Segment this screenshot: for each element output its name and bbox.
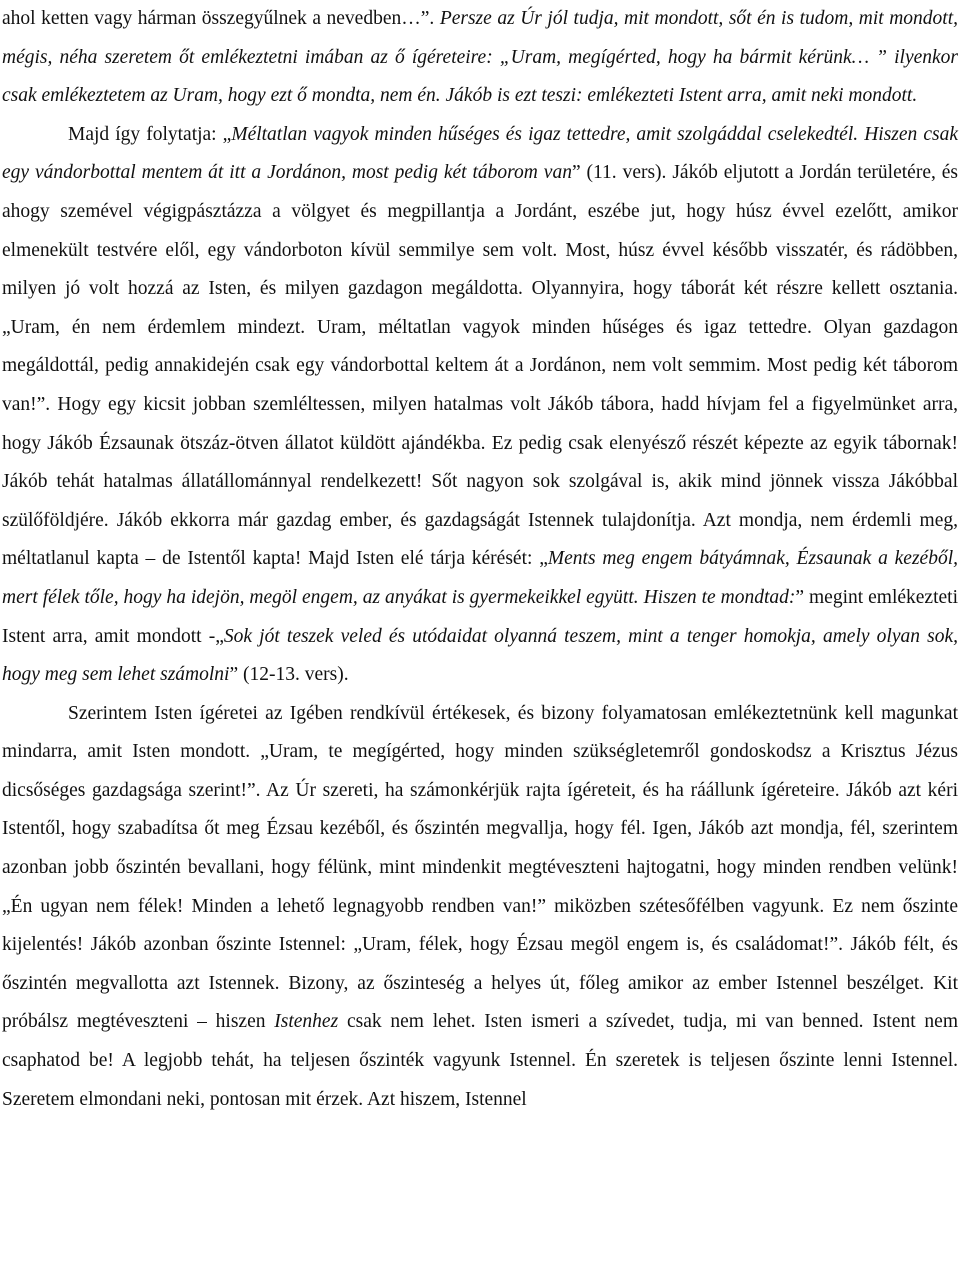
text-segment: Majd így folytatja: „	[68, 123, 232, 145]
italic-text-segment: Persze az Úr jól tudja, mit mondott, sőt én is tudom, mit mondott, mégis, néha szeretem őt emlékeztetni imában az ő ígéreteire: „Uram, megígérted, hogy ha bármit kérünk… ” ilyenkor csak emlékeztetem az Uram, hogy ezt ő mondta, nem én. Jákób is ezt teszi: emlékezteti Istent arra, amit neki mondott.	[2, 8, 958, 107]
paragraph-2	[2, 116, 958, 695]
text-segment: csak nem lehet. Isten ismeri a szívedet, tudja, mi van benned. Istent nem csaphatod be! A legjobb tehát, ha teljesen őszinték vagyunk Istennel. Én szeretek is teljesen őszinte lenni Istennel. Szeretem elmondani neki, pontosan mit érzek. Azt hiszem, Istennel	[2, 1011, 958, 1110]
italic-text-segment: Istenhez	[274, 1011, 339, 1033]
text-segment: ahol ketten vagy hárman összegyűlnek a nevedben…”.	[2, 8, 440, 29]
italic-text-segment: Ments meg engem bátyámnak, Ézsaunak a kezéből, mert félek tőle, hogy ha idejön, megöl engem, az anyákat is gyermekeikkel együtt. Hiszen te mondtad:	[2, 548, 958, 608]
italic-text-segment: Méltatlan vagyok minden hűséges és igaz tettedre, amit szolgáddal cselekedtél. Hiszen csak egy vándorbottal mentem át itt a Jordánon, most pedig két táborom van	[2, 123, 958, 184]
paragraph-1	[2, 0, 958, 116]
text-segment: ” (12-13. vers).	[229, 664, 349, 686]
text-segment: ” megint emlékezteti Istent arra, amit mondott -„	[2, 586, 958, 647]
paragraph-3	[2, 695, 958, 1120]
text-segment: ” (11. vers). Jákób eljutott a Jordán területére, és ahogy szemével végigpásztázza a völgyet és megpillantja a Jordánt, eszébe jut, hogy húsz évvel ezelőtt, amikor elmenekült testvére elől, egy vándorboton kívül semmilye sem volt. Most, húsz évvel később visszatér, és rádöbben, milyen jó volt hozzá az Isten, és milyen gazdagon megáldotta. Olyannyira, hogy táborát két részre kellett osztania. „Uram, én nem érdemlem mindezt. Uram, méltatlan vagyok minden hűséges és igaz tettedre. Olyan gazdagon megáldottál, pedig annakidején csak egy vándorbottal keltem át a Jordánon, nem volt semmim. Most pedig két táborom van!”. Hogy egy kicsit jobban szemléltessen, milyen hatalmas volt Jákób tábora, hadd hívjam fel a figyelmünket arra, hogy Jákób Ézsaunak ötszáz-ötven állatot küldött ajándékba. Ez pedig csak elenyésző részét képezte az egyik tábornak! Jákób tehát hatalmas állatállománnyal rendelkezett! Sőt nagyon sok szolgával is, akik mind jönnek vissza Jákóbbal szülőföldjére. Jákób ekkorra már gazdag ember, és gazdagságát Istennek tulajdonítja. Azt mondja, nem érdemli meg, méltatlanul kapta – de Istentől kapta! Majd Isten elé tárja kérését: „	[2, 162, 959, 570]
italic-text-segment: Sok jót teszek veled és utódaidat olyanná teszem, mint a tenger homokja, amely olyan sok, hogy meg sem lehet számolni	[2, 625, 958, 686]
text-segment: Szerintem Isten ígéretei az Igében rendkívül értékesek, és bizony folyamatosan emlékeztetnünk kell magunkat mindarra, amit Isten mondott. „Uram, te megígérted, hogy minden szükségletemről gondoskodsz a Krisztus Jézus dicsőséges gazdagsága szerint!”. Az Úr szereti, ha számonkérjük rajta ígéreteit, és ha ráállunk ígéreteire. Jákób azt kéri Istentől, hogy szabadítsa őt meg Ézsau kezéből, és őszintén megvallja, hogy fél. Igen, Jákób azt mondja, fél, szerintem azonban jobb őszintén bevallani, hogy félünk, mint mindenkit megtéveszteni hajtogatni, hogy minden rendben velünk! „Én ugyan nem félek! Minden a lehető legnagyobb rendben van!” miközben szétesőfélben vagyunk. Ez nem őszinte kijelentés! Jákób azonban őszinte Istennel: „Uram, félek, hogy Ézsau megöl engem is, és családomat!”. Jákób félt, és őszintén megvallotta azt Istennek. Bizony, az őszinteség a helyes út, főleg amikor az ember Istennel beszélget. Kit próbálsz megtéveszteni – hiszen	[2, 702, 958, 1033]
